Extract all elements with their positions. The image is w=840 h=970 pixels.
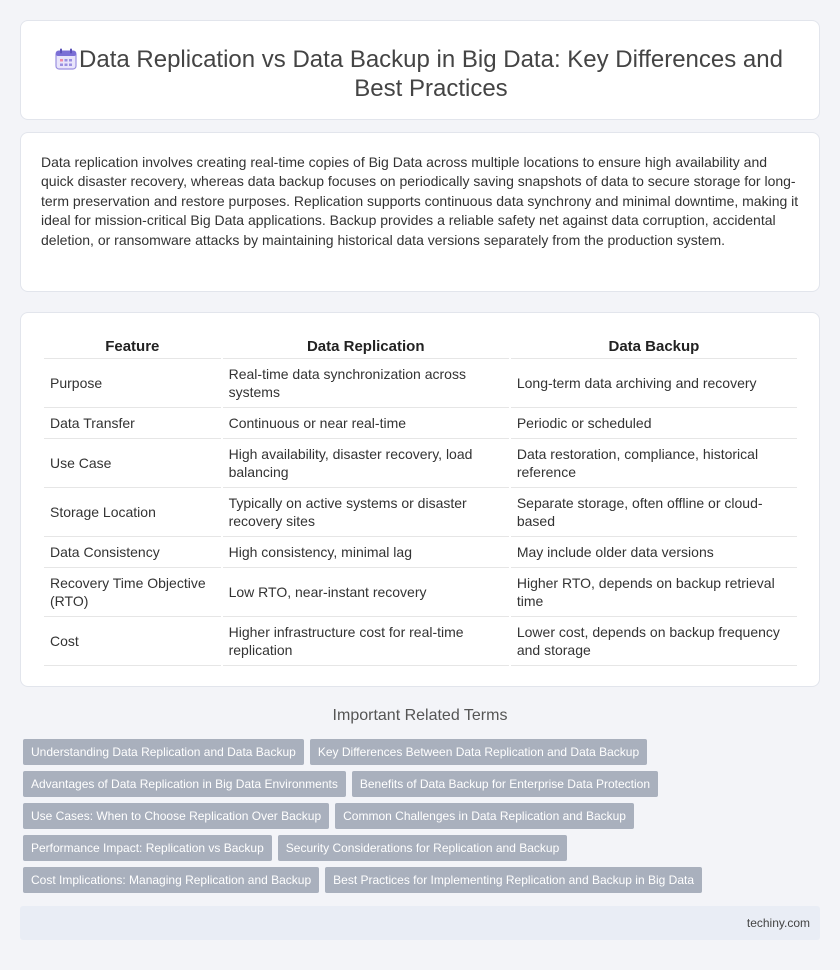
related-term-tag[interactable]: Understanding Data Replication and Data Backup <box>23 739 304 765</box>
feature-cell: Use Case <box>44 439 221 488</box>
related-term-tag[interactable]: Key Differences Between Data Replication and Data Backup <box>310 739 647 765</box>
footer-site-link[interactable]: techiny.com <box>746 916 810 930</box>
related-term-tag[interactable]: Best Practices for Implementing Replication and Backup in Big Data <box>325 867 702 893</box>
header-feature: Feature <box>44 333 221 359</box>
feature-cell: Data Consistency <box>44 537 221 568</box>
feature-cell: Cost <box>44 617 221 666</box>
replication-cell: Real-time data synchronization across systems <box>223 359 509 408</box>
feature-cell: Storage Location <box>44 488 221 537</box>
header-replication: Data Replication <box>223 333 509 359</box>
replication-cell: Higher infrastructure cost for real-time replication <box>223 617 509 666</box>
table-row <box>44 359 797 408</box>
table-row <box>44 439 797 488</box>
related-term-tag[interactable]: Advantages of Data Replication in Big Data Environments <box>23 771 346 797</box>
related-term-tag[interactable]: Cost Implications: Managing Replication and Backup <box>23 867 319 893</box>
feature-cell: Recovery Time Objective (RTO) <box>44 568 221 617</box>
feature-cell: Data Transfer <box>44 408 221 439</box>
backup-cell: Periodic or scheduled <box>511 408 797 439</box>
replication-cell: High availability, disaster recovery, load balancing <box>223 439 509 488</box>
table-row <box>44 488 797 537</box>
intro-card <box>20 132 820 292</box>
header-backup: Data Backup <box>511 333 797 359</box>
table-row <box>44 617 797 666</box>
intro-paragraph: Data replication involves creating real-time copies of Big Data across multiple locations to ensure high availability and quick disaster recovery, whereas data backup focuses on periodically saving snapshots of data to secure storage for long-term preservation and restore purposes. Replication supports continuous data synchrony and minimal downtime, making it ideal for mission-critical Big Data applications. Backup provides a reliable safety net against data corruption, accidental deletion, or ransomware attacks by maintaining historical data versions separately from the production system. <box>41 154 799 248</box>
related-terms-list <box>23 739 823 893</box>
page-title: Data Replication vs Data Backup in Big Data: Key Differences and Best Practices <box>79 46 783 102</box>
header-card <box>20 20 820 120</box>
table-row <box>44 408 797 439</box>
backup-cell: Separate storage, often offline or cloud-based <box>511 488 797 537</box>
replication-cell: Low RTO, near-instant recovery <box>223 568 509 617</box>
replication-cell: Continuous or near real-time <box>223 408 509 439</box>
related-term-tag[interactable]: Benefits of Data Backup for Enterprise Data Protection <box>352 771 658 797</box>
related-term-tag[interactable]: Common Challenges in Data Replication and Backup <box>335 803 634 829</box>
replication-cell: Typically on active systems or disaster recovery sites <box>223 488 509 537</box>
backup-cell: Data restoration, compliance, historical reference <box>511 439 797 488</box>
backup-cell: Higher RTO, depends on backup retrieval time <box>511 568 797 617</box>
related-term-tag[interactable]: Security Considerations for Replication and Backup <box>278 835 567 861</box>
related-term-tag[interactable]: Use Cases: When to Choose Replication Over Backup <box>23 803 329 829</box>
related-terms-title: Important Related Terms <box>332 707 508 724</box>
related-term-tag[interactable]: Performance Impact: Replication vs Backup <box>23 835 272 861</box>
table-row <box>44 537 797 568</box>
table-row <box>44 568 797 617</box>
comparison-card <box>20 312 820 687</box>
feature-cell: Purpose <box>44 359 221 408</box>
comparison-table <box>42 333 799 666</box>
backup-cell: Lower cost, depends on backup frequency and storage <box>511 617 797 666</box>
backup-cell: Long-term data archiving and recovery <box>511 359 797 408</box>
table-header-row <box>44 333 797 359</box>
replication-cell: High consistency, minimal lag <box>223 537 509 568</box>
footer <box>20 906 820 940</box>
backup-cell: May include older data versions <box>511 537 797 568</box>
